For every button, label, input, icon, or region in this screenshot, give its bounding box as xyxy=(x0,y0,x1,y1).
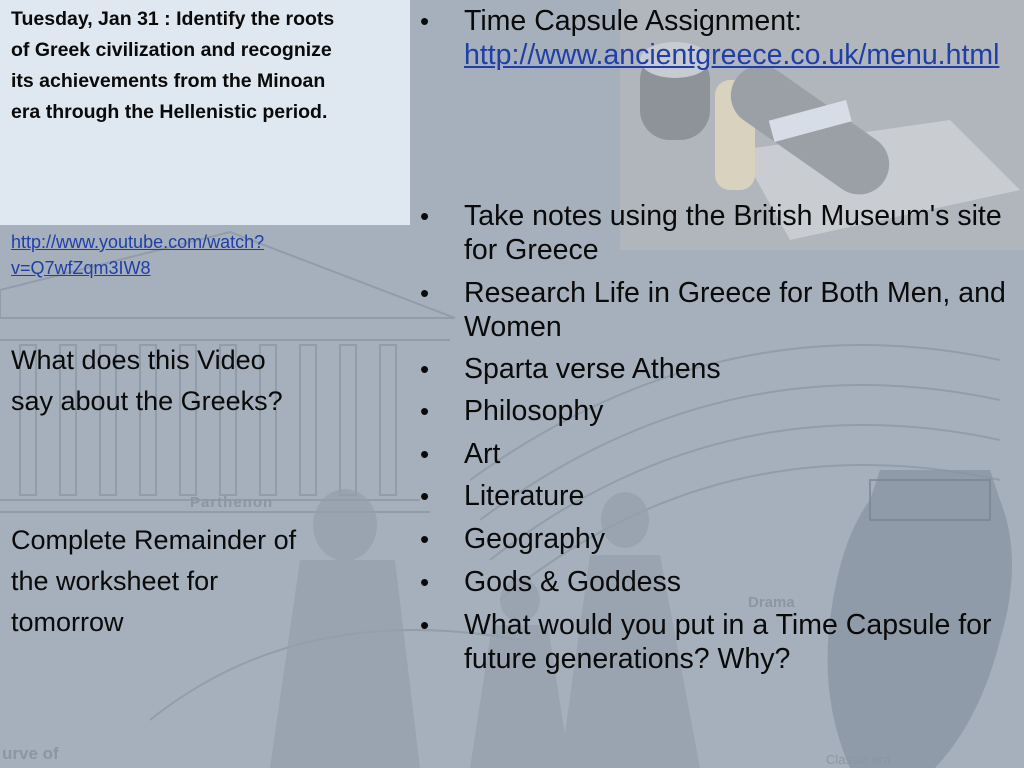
bullet-text: Research Life in Greece for Both Men, and Women xyxy=(464,277,1006,343)
time-capsule-label: Time Capsule Assignment: xyxy=(464,5,802,37)
bullet-marker: • xyxy=(420,278,430,308)
bullet-gods-goddess xyxy=(420,565,1020,599)
bullet-text: Sparta verse Athens xyxy=(464,353,721,385)
bullet-marker: • xyxy=(420,354,430,384)
bg-label-parthenon: Parthenon xyxy=(190,494,274,511)
bullet-marker: • xyxy=(420,610,430,640)
left-column xyxy=(11,4,341,128)
bullet-life-in-greece xyxy=(420,276,1020,344)
bullet-text: What would you put in a Time Capsule for future generations? Why? xyxy=(464,609,992,675)
bullet-text: Art xyxy=(464,438,501,470)
bullet-text: Take notes using the British Museum's site for Greece xyxy=(464,200,1002,266)
bullet-marker: • xyxy=(420,524,430,554)
bullet-text: Philosophy xyxy=(464,395,604,427)
bullet-text: Gods & Goddess xyxy=(464,566,682,598)
objective-text: Tuesday, Jan 31 : Identify the roots of Greek civilization and recognize its achievements from the Minoan era through the Hellenistic period. xyxy=(11,8,335,123)
bullet-philosophy xyxy=(420,394,1020,428)
bg-label-drama: Drama xyxy=(748,594,795,611)
bg-label-curve: urve of xyxy=(2,744,59,763)
bullet-text: Geography xyxy=(464,523,606,555)
bullet-time-capsule xyxy=(420,4,1020,72)
bullet-time-capsule-question xyxy=(420,608,1020,676)
youtube-video-link[interactable]: http://www.youtube.com/watch?v=Q7wfZqm3IW8 xyxy=(11,232,265,278)
bullet-art xyxy=(420,437,1020,471)
time-capsule-link[interactable]: http://www.ancientgreece.co.uk/menu.html xyxy=(464,39,1000,71)
worksheet-task: Complete Remainder of the worksheet for tomorrow xyxy=(11,525,297,637)
bullet-sparta-athens xyxy=(420,352,1020,386)
bullet-text: Literature xyxy=(464,480,585,512)
bullet-marker: • xyxy=(420,567,430,597)
video-question: What does this Video say about the Greeks? xyxy=(11,345,283,416)
bullet-marker: • xyxy=(420,439,430,469)
bg-label-classic: Classic era xyxy=(826,752,891,767)
bullet-geography xyxy=(420,522,1020,556)
bullet-marker: • xyxy=(420,201,430,231)
bullet-marker: • xyxy=(420,396,430,426)
bullet-british-museum xyxy=(420,199,1020,267)
bullet-marker: • xyxy=(420,481,430,511)
bullet-marker: • xyxy=(420,6,430,36)
bullet-literature xyxy=(420,479,1020,513)
